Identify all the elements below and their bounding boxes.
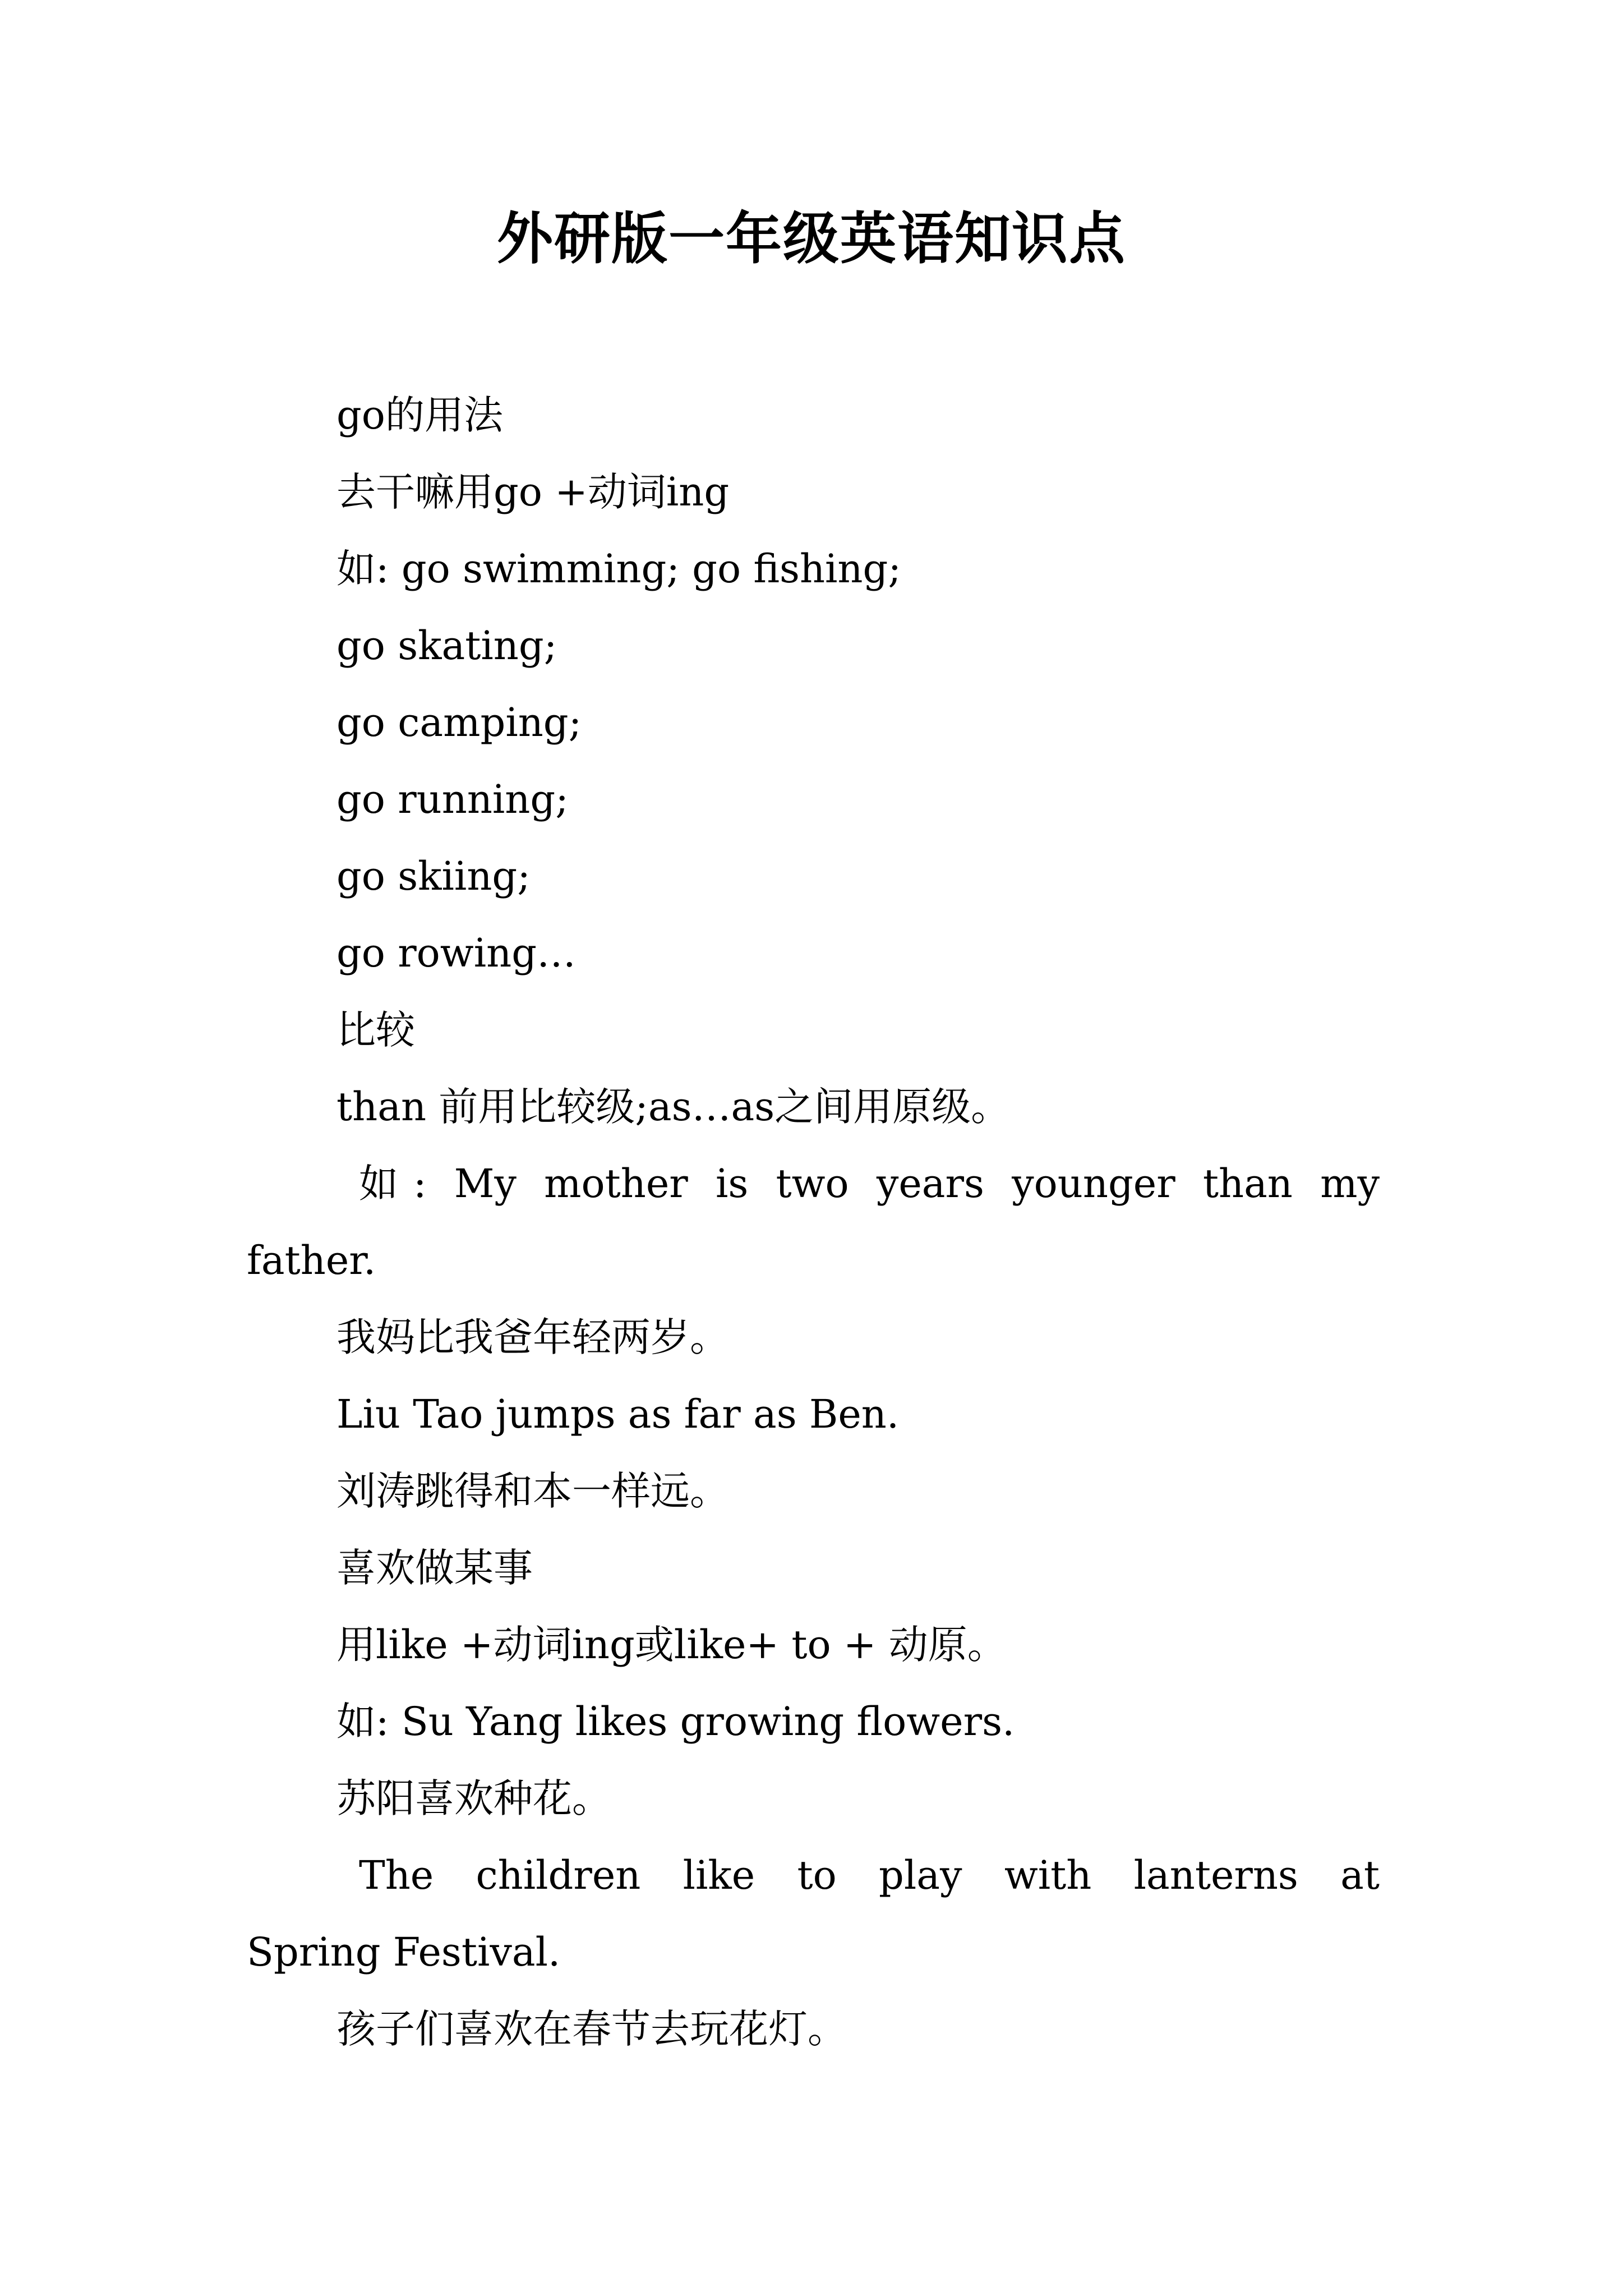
paragraph-line: than 前用比较级;as…as之间用原级。	[336, 1084, 1011, 1130]
paragraph-line: 孩子们喜欢在春节去玩花灯。	[336, 2006, 847, 2052]
paragraph-line: 苏阳喜欢种花。	[336, 1775, 611, 1821]
paragraph-line: 去干嘛用go +动词ing	[336, 469, 730, 515]
document-body	[247, 377, 1380, 2068]
paragraph-line: 如: My mother is two years younger than my	[359, 1161, 1380, 1207]
paragraph-line: 如: go swimming; go fishing;	[336, 546, 901, 592]
paragraph-line: go camping;	[336, 700, 582, 746]
paragraph-line: 我妈比我爸年轻两岁。	[336, 1314, 729, 1360]
section-heading: 喜欢做某事	[336, 1545, 533, 1591]
paragraph-line: go skiing;	[336, 853, 531, 899]
paragraph-line: 刘涛跳得和本一样远。	[336, 1468, 729, 1514]
paragraph-line: go skating;	[336, 623, 557, 669]
paragraph-line: go rowing…	[336, 930, 577, 976]
paragraph-line-continuation: father.	[247, 1237, 376, 1283]
paragraph-line: go running;	[336, 776, 569, 822]
paragraph-line: go的用法	[336, 392, 503, 438]
paragraph-line: The children like to play with lanterns at	[359, 1852, 1380, 1898]
paragraph-line-continuation: Spring Festival.	[247, 1929, 561, 1975]
document-title: 外研版一年级英语知识点	[497, 205, 1126, 272]
paragraph-line: Liu Tao jumps as far as Ben.	[336, 1391, 900, 1437]
section-heading: 比较	[336, 1007, 415, 1053]
paragraph-line: 如: Su Yang likes growing flowers.	[336, 1699, 1015, 1745]
paragraph-line: 用like +动词ing或like+ to + 动原。	[336, 1622, 1007, 1668]
